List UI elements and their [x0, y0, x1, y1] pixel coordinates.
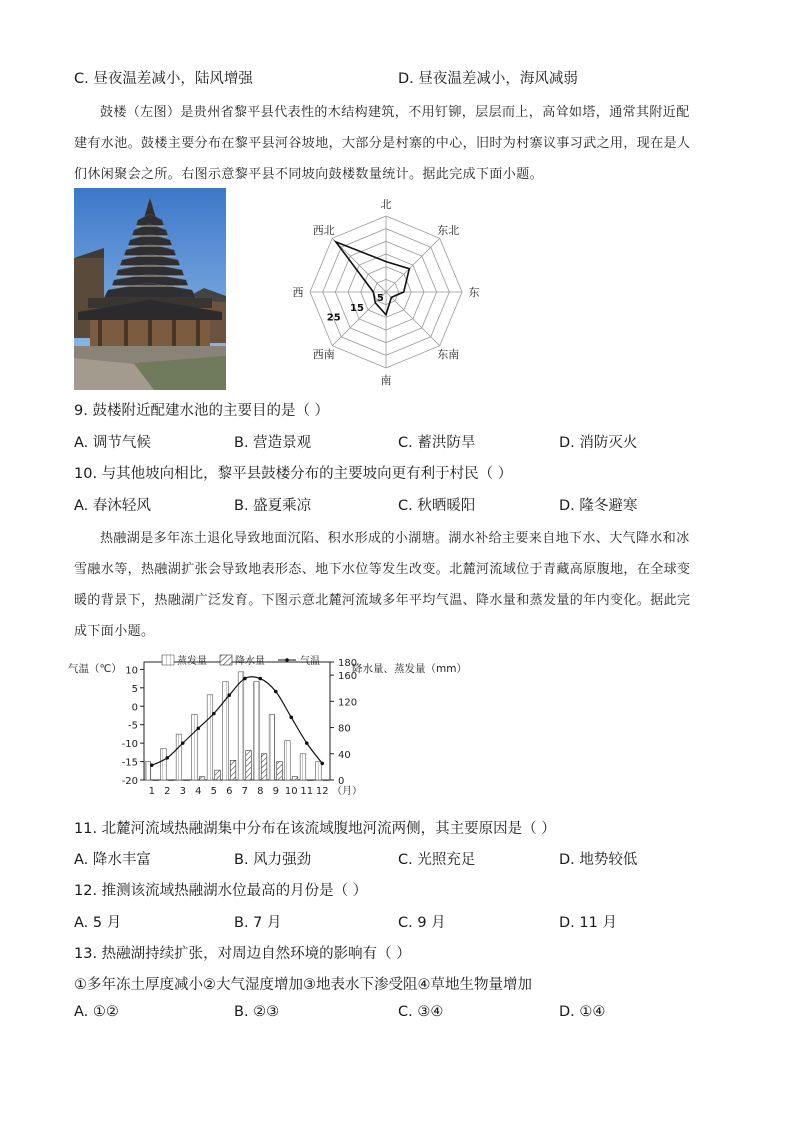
q9-option-a: A. 调节气候	[74, 435, 151, 451]
legend-evaporation-label: 蒸发量	[177, 656, 207, 667]
precipitation-bar	[246, 751, 252, 781]
passage2-line4: 成下面小题。	[74, 624, 155, 639]
precipitation-bar	[292, 777, 298, 780]
x-unit-label: （月）	[332, 786, 362, 797]
radar-ring-label: 25	[326, 312, 341, 324]
left-tick-label: -10	[121, 739, 138, 751]
q10-stem: 10. 与其他坡向相比，黎平县鼓楼分布的主要坡向更有利于村民（ ）	[74, 466, 513, 482]
q13-stem: 13. 热融湖持续扩张，对周边自然环境的影响有（ ）	[74, 946, 411, 962]
q12-option-d: D. 11 月	[559, 915, 617, 931]
x-tick-label: 1	[148, 786, 155, 797]
passage1-line3: 们休闲聚会之所。右图示意黎平县不同坡向鼓楼数量统计。据此完成下面小题。	[74, 167, 544, 182]
q10-option-b: B. 盛夏乘凉	[234, 498, 312, 514]
chart-bars	[145, 672, 329, 781]
precipitation-bar	[215, 770, 221, 780]
legend-temperature-label: 气温	[300, 656, 320, 667]
q13-option-b: B. ②③	[234, 1004, 280, 1020]
q11-stem: 11. 北麓河流域热融湖集中分布在该流域腹地河流两侧，其主要原因是（ ）	[74, 821, 556, 837]
passage1-line2: 建有水池。鼓楼主要分布在黎平县河谷坡地，大部分是村寨的中心，旧时为村寨议事习武之用，现在是人	[74, 136, 691, 151]
q11-option-c: C. 光照充足	[398, 852, 476, 868]
q13-option-d: D. ①④	[559, 1004, 606, 1020]
temperature-point	[274, 690, 278, 694]
chart-axes	[68, 658, 467, 797]
q10-option-a: A. 春沐轻风	[74, 498, 151, 514]
q9-stem: 9. 鼓楼附近配建水池的主要目的是（ ）	[74, 403, 330, 419]
left-tick-label: 5	[131, 683, 138, 695]
q12-option-a: A. 5 月	[74, 915, 122, 931]
legend-evaporation-swatch	[162, 655, 174, 665]
x-tick-label: 10	[284, 786, 298, 797]
q11-option-b: B. 风力强劲	[234, 852, 312, 868]
evaporation-bar	[285, 741, 291, 780]
q8-option-d: D. 昼夜温差减小，海风减弱	[398, 71, 578, 87]
chart-legend	[162, 654, 320, 667]
temperature-point	[181, 741, 185, 745]
legend-temperature-dot	[285, 658, 289, 662]
radar-direction-label: 北	[380, 198, 392, 211]
evaporation-bar	[161, 749, 167, 780]
x-tick-label: 12	[315, 786, 329, 797]
right-tick-label: 40	[338, 749, 351, 761]
passage2-line2: 雪融水等，热融湖扩张会导致地表形态、地下水位等发生改变。北麓河流域位于青藏高原腹地，在全球变	[74, 562, 691, 577]
radar-ring-label: 5	[376, 292, 384, 304]
q13-option-a: A. ①②	[74, 1004, 119, 1020]
x-tick-label: 3	[179, 786, 186, 797]
legend-precipitation-swatch	[220, 655, 232, 665]
q10-option-d: D. 隆冬避寒	[559, 498, 638, 514]
precipitation-bar	[308, 780, 314, 781]
radar-direction-label: 西北	[312, 223, 335, 237]
q11-option-d: D. 地势较低	[559, 852, 638, 868]
radar-grid	[310, 216, 462, 368]
temperature-point	[320, 762, 324, 766]
slope-direction-radar-chart	[280, 196, 490, 390]
temperature-point	[243, 677, 247, 681]
radar-direction-label: 南	[380, 374, 392, 387]
left-tick-label: -20	[121, 776, 138, 787]
q9-option-c: C. 蓄洪防旱	[398, 435, 476, 451]
precipitation-bar	[184, 780, 190, 781]
left-tick-label: -5	[128, 720, 138, 732]
q12-option-b: B. 7 月	[234, 915, 282, 931]
x-tick-label: 6	[226, 786, 233, 797]
temperature-point	[258, 677, 262, 681]
radar-direction-label: 西	[292, 286, 304, 299]
evaporation-bar	[316, 762, 322, 780]
q12-stem: 12. 推测该流域热融湖水位最高的月份是（ ）	[74, 883, 368, 899]
temperature-point	[227, 693, 231, 697]
radar-spoke	[332, 238, 386, 292]
radar-spoke	[386, 292, 440, 346]
right-tick-label: 0	[338, 776, 345, 787]
left-tick-label: 0	[131, 702, 138, 714]
q11-option-a: A. 降水丰富	[74, 852, 151, 868]
passage1-line1: 鼓楼（左图）是贵州省黎平县代表性的木结构建筑，不用钉铆，层层而上，高耸如塔，通常其附近配	[100, 105, 690, 120]
x-tick-label: 4	[195, 786, 202, 797]
q9-option-d: D. 消防灭火	[559, 435, 638, 451]
x-tick-label: 11	[300, 786, 314, 797]
precipitation-bar	[153, 780, 159, 781]
legend-precipitation-label: 降水量	[235, 656, 265, 667]
evaporation-bar	[176, 734, 182, 780]
evaporation-bar	[145, 762, 151, 780]
precipitation-bar	[230, 760, 236, 780]
left-axis-title: 气温（℃）	[68, 663, 122, 675]
x-tick-label: 2	[164, 786, 171, 797]
precipitation-bar	[261, 754, 267, 780]
evaporation-bar	[238, 672, 244, 780]
temperature-point	[305, 741, 309, 745]
temperature-point	[165, 756, 169, 760]
temperature-point	[196, 727, 200, 731]
q10-option-c: C. 秋晒暖阳	[398, 498, 476, 514]
precipitation-bar	[199, 777, 205, 780]
left-tick-label: -15	[121, 757, 138, 769]
right-tick-label: 80	[338, 723, 351, 735]
q13-option-c: C. ③④	[398, 1004, 444, 1020]
x-tick-label: 8	[257, 786, 264, 797]
evaporation-bar	[207, 695, 213, 780]
temperature-point	[212, 712, 216, 716]
precipitation-bar	[323, 780, 329, 781]
radar-direction-label: 西南	[312, 348, 335, 362]
x-tick-label: 5	[210, 786, 217, 797]
evaporation-bar	[192, 714, 198, 780]
right-tick-label: 180	[338, 658, 358, 669]
passage2-line1: 热融湖是多年冻土退化导致地面沉陷、积水形成的小湖塘。湖水补给主要来自地下水、大气降水和冰	[100, 531, 690, 546]
x-tick-label: 7	[241, 786, 248, 797]
radar-direction-label: 东	[468, 286, 480, 299]
q8-option-c: C. 昼夜温差减小，陆风增强	[74, 71, 253, 87]
passage2-line3: 暖的背景下，热融湖广泛发育。下图示意北麓河流域多年平均气温、降水量和蒸发量的年内变化。据此完	[74, 593, 691, 608]
radar-ring-label: 15	[350, 302, 364, 314]
precipitation-bar	[277, 762, 283, 780]
evaporation-bar	[300, 754, 306, 780]
temperature-point	[289, 716, 293, 720]
radar-direction-label: 东北	[437, 223, 460, 237]
radar-spoke	[386, 238, 440, 292]
drum-tower-photo	[74, 188, 226, 390]
evaporation-bar	[269, 714, 275, 780]
precipitation-bar	[168, 780, 174, 781]
q13-items: ①多年冻土厚度减小②大气湿度增加③地表水下渗受阻④草地生物量增加	[74, 977, 532, 993]
right-tick-label: 120	[338, 697, 358, 709]
left-tick-label: 10	[125, 665, 138, 677]
climate-chart	[66, 652, 486, 802]
right-tick-label: 160	[338, 671, 358, 683]
temperature-point	[150, 763, 154, 767]
evaporation-bar	[254, 682, 260, 780]
radar-direction-label: 东南	[437, 348, 460, 362]
right-axis-title: 降水量、蒸发量（mm）	[352, 663, 467, 675]
x-tick-label: 9	[272, 786, 279, 797]
q9-option-b: B. 营造景观	[234, 435, 312, 451]
q12-option-c: C. 9 月	[398, 915, 446, 931]
